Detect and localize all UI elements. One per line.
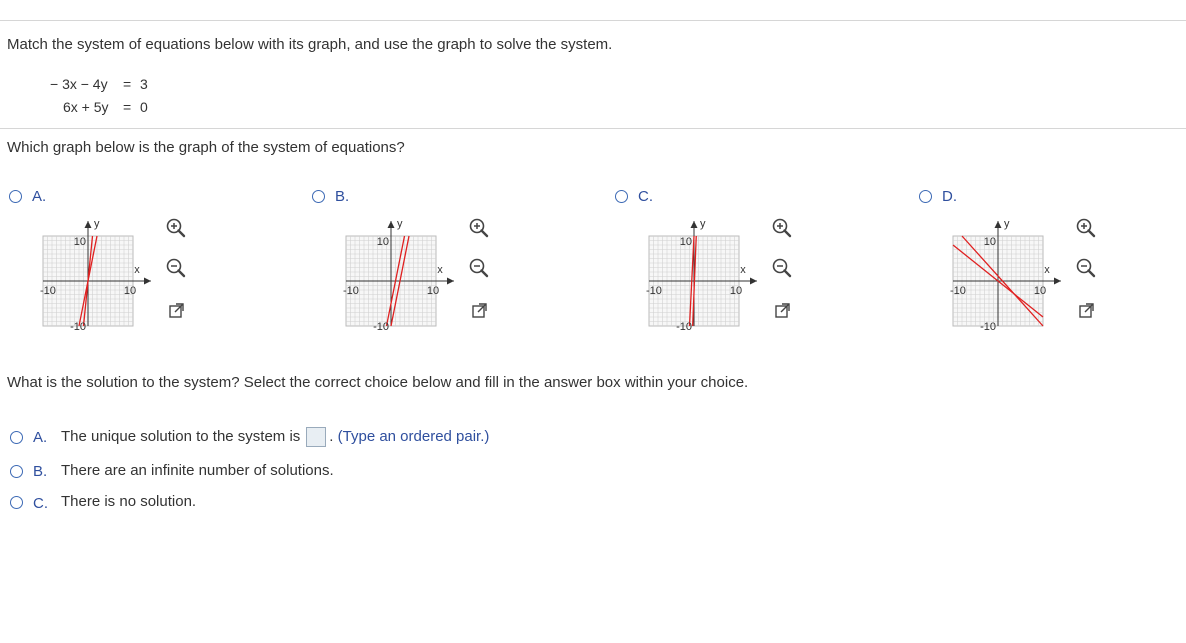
graph-plot[interactable] bbox=[639, 218, 789, 338]
graph-option-letter: D. bbox=[942, 188, 957, 205]
zoom-in-icon[interactable] bbox=[1073, 215, 1099, 241]
graph-plot[interactable] bbox=[33, 218, 183, 338]
expand-icon[interactable] bbox=[769, 298, 795, 324]
y-axis-arrow bbox=[85, 221, 92, 228]
tick-label-y-min: -10 bbox=[980, 321, 996, 333]
tick-label-x-min: -10 bbox=[343, 285, 359, 297]
zoom-out-icon[interactable] bbox=[1073, 255, 1099, 281]
answer-b-letter: B. bbox=[33, 463, 48, 480]
tick-label-x-max: 10 bbox=[1033, 285, 1047, 297]
graph-radio-c[interactable] bbox=[615, 190, 628, 203]
answer-a-hint: (Type an ordered pair.) bbox=[337, 427, 490, 445]
x-axis-label: x bbox=[740, 264, 746, 276]
tick-label-x-max: 10 bbox=[729, 285, 743, 297]
radio-a[interactable] bbox=[10, 431, 23, 444]
tick-label-y-min: -10 bbox=[70, 321, 86, 333]
answer-c-letter: C. bbox=[33, 495, 48, 512]
question-solution: What is the solution to the system? Select the correct choice below and fill in the answer box within your choice. bbox=[7, 374, 749, 391]
eq1-rhs: 3 bbox=[140, 76, 148, 92]
zoom-in-icon[interactable] bbox=[466, 215, 492, 241]
answer-a-period: . bbox=[329, 427, 334, 445]
tick-label-y-min: -10 bbox=[676, 321, 692, 333]
answer-a-letter: A. bbox=[33, 429, 48, 446]
eq2-rhs: 0 bbox=[140, 99, 148, 115]
y-axis-label: y bbox=[94, 218, 100, 230]
eq1-lhs: − 3x − 4y bbox=[50, 76, 108, 92]
graph-radio-b[interactable] bbox=[312, 190, 325, 203]
eq1-equals: = bbox=[123, 76, 132, 92]
graph-radio-d[interactable] bbox=[919, 190, 932, 203]
zoom-out-icon[interactable] bbox=[466, 255, 492, 281]
graph-plot[interactable] bbox=[336, 218, 486, 338]
radio-b[interactable] bbox=[10, 465, 23, 478]
top-divider bbox=[0, 20, 1186, 21]
eq2-equals: = bbox=[123, 99, 132, 115]
answer-input-box[interactable] bbox=[306, 427, 326, 447]
tick-label-y-min: -10 bbox=[373, 321, 389, 333]
x-axis-arrow bbox=[1054, 278, 1061, 285]
y-axis-label: y bbox=[700, 218, 706, 230]
tick-label-x-max: 10 bbox=[123, 285, 137, 297]
expand-icon[interactable] bbox=[466, 298, 492, 324]
question-graph: Which graph below is the graph of the system of equations? bbox=[7, 139, 405, 156]
graph-plot[interactable] bbox=[943, 218, 1093, 338]
y-axis-label: y bbox=[1004, 218, 1010, 230]
graph-radio-a[interactable] bbox=[9, 190, 22, 203]
x-axis-arrow bbox=[750, 278, 757, 285]
y-axis-arrow bbox=[691, 221, 698, 228]
tick-label-y-max: 10 bbox=[73, 236, 86, 248]
tick-label-x-min: -10 bbox=[646, 285, 662, 297]
answer-a-text bbox=[61, 427, 489, 447]
instruction-text: Match the system of equations below with its graph, and use the graph to solve the system. bbox=[7, 36, 613, 53]
y-axis-arrow bbox=[995, 221, 1002, 228]
y-axis-arrow bbox=[388, 221, 395, 228]
eq2-lhs: 6x + 5y bbox=[63, 99, 109, 115]
x-axis-arrow bbox=[144, 278, 151, 285]
radio-c[interactable] bbox=[10, 496, 23, 509]
tick-label-y-max: 10 bbox=[376, 236, 389, 248]
expand-icon[interactable] bbox=[1073, 298, 1099, 324]
tick-label-y-max: 10 bbox=[983, 236, 996, 248]
x-axis-label: x bbox=[134, 264, 140, 276]
graph-option-letter: B. bbox=[335, 188, 350, 205]
zoom-in-icon[interactable] bbox=[769, 215, 795, 241]
tick-label-y-max: 10 bbox=[679, 236, 692, 248]
expand-icon[interactable] bbox=[163, 298, 189, 324]
zoom-in-icon[interactable] bbox=[163, 215, 189, 241]
x-axis-label: x bbox=[437, 264, 443, 276]
y-axis-label: y bbox=[397, 218, 403, 230]
graph-option-letter: C. bbox=[638, 188, 653, 205]
answer-a-label: The unique solution to the system is bbox=[61, 427, 301, 445]
zoom-out-icon[interactable] bbox=[769, 255, 795, 281]
x-axis-label: x bbox=[1044, 264, 1050, 276]
mid-divider bbox=[0, 128, 1186, 129]
tick-label-x-min: -10 bbox=[40, 285, 56, 297]
graph-option-letter: A. bbox=[32, 188, 47, 205]
tick-label-x-min: -10 bbox=[950, 285, 966, 297]
tick-label-x-max: 10 bbox=[426, 285, 440, 297]
answer-b-text: There are an infinite number of solutions. bbox=[61, 462, 334, 479]
zoom-out-icon[interactable] bbox=[163, 255, 189, 281]
x-axis-arrow bbox=[447, 278, 454, 285]
answer-c-text: There is no solution. bbox=[61, 493, 197, 510]
